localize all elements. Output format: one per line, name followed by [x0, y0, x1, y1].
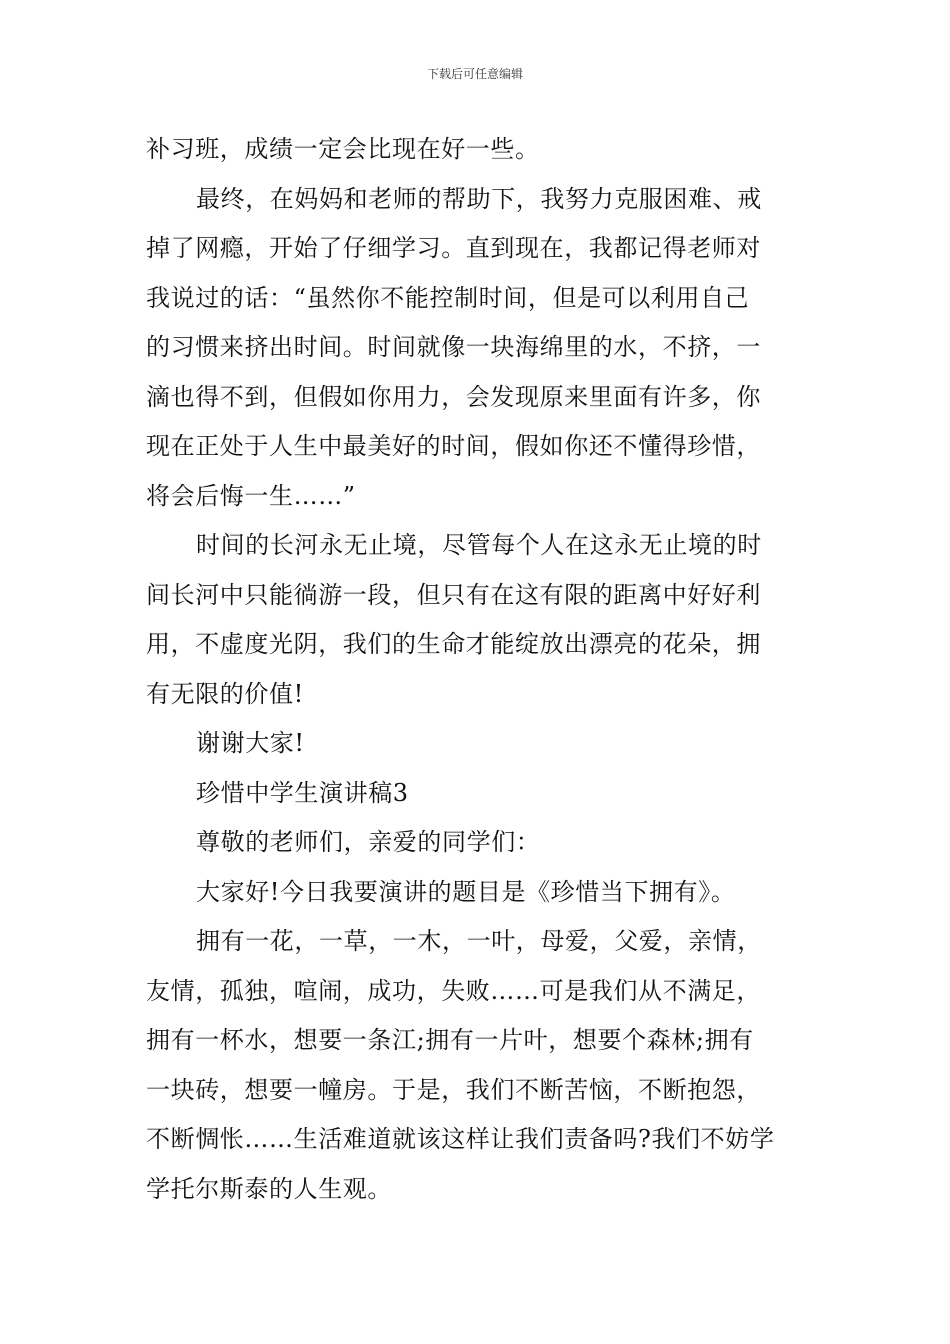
section-title: 珍惜中学生演讲稿3 — [196, 778, 409, 807]
text-line: 最终，在妈妈和老师的帮助下，我努力克服困难、戒 — [196, 184, 762, 213]
text-line: 间长河中只能徜游一段，但只有在这有限的距离中好好利 — [146, 580, 761, 609]
text-line: 将会后悔一生……” — [146, 481, 356, 510]
text-line: 拥有一花，一草，一木，一叶，母爱，父爱，亲情， — [196, 927, 762, 955]
text-line: 用，不虚度光阴，我们的生命才能绽放出漂亮的花朵，拥 — [146, 630, 761, 658]
text-line: 时间的长河永无止境，尽管每个人在这永无止境的时 — [196, 531, 762, 559]
text-line: 补习班，成绩一定会比现在好一些。 — [146, 135, 540, 163]
text-line: 尊敬的老师们，亲爱的同学们： — [196, 828, 541, 856]
text-line: 不断惆怅……生活难道就该这样让我们责备吗?我们不妨学 — [146, 1125, 775, 1153]
text-line: 友情，孤独，喧闹，成功，失败……可是我们从不满足， — [146, 976, 761, 1005]
text-line: 拥有一杯水，想要一条江;拥有一片叶，想要个森林;拥有 — [146, 1026, 754, 1054]
text-line: 滴也得不到，但假如你用力，会发现原来里面有许多，你 — [146, 382, 761, 411]
page-header-note: 下载后可任意编辑 — [426, 67, 523, 81]
text-line: 一块砖，想要一幢房。于是，我们不断苦恼，不断抱怨， — [146, 1075, 761, 1104]
text-line: 谢谢大家! — [196, 729, 305, 757]
text-line: 有无限的价值! — [146, 679, 304, 708]
document-body — [146, 125, 810, 1214]
text-line: 我说过的话：“虽然你不能控制时间，但是可以利用自己 — [146, 283, 750, 312]
text-line: 掉了网瘾，开始了仔细学习。直到现在，我都记得老师对 — [146, 234, 761, 262]
text-line: 的习惯来挤出时间。时间就像一块海绵里的水，不挤，一 — [146, 333, 761, 361]
text-line: 大家好!今日我要演讲的题目是《珍惜当下拥有》。 — [196, 877, 736, 906]
text-line: 现在正处于人生中最美好的时间，假如你还不懂得珍惜， — [146, 432, 761, 460]
text-line: 学托尔斯泰的人生观。 — [146, 1174, 392, 1203]
